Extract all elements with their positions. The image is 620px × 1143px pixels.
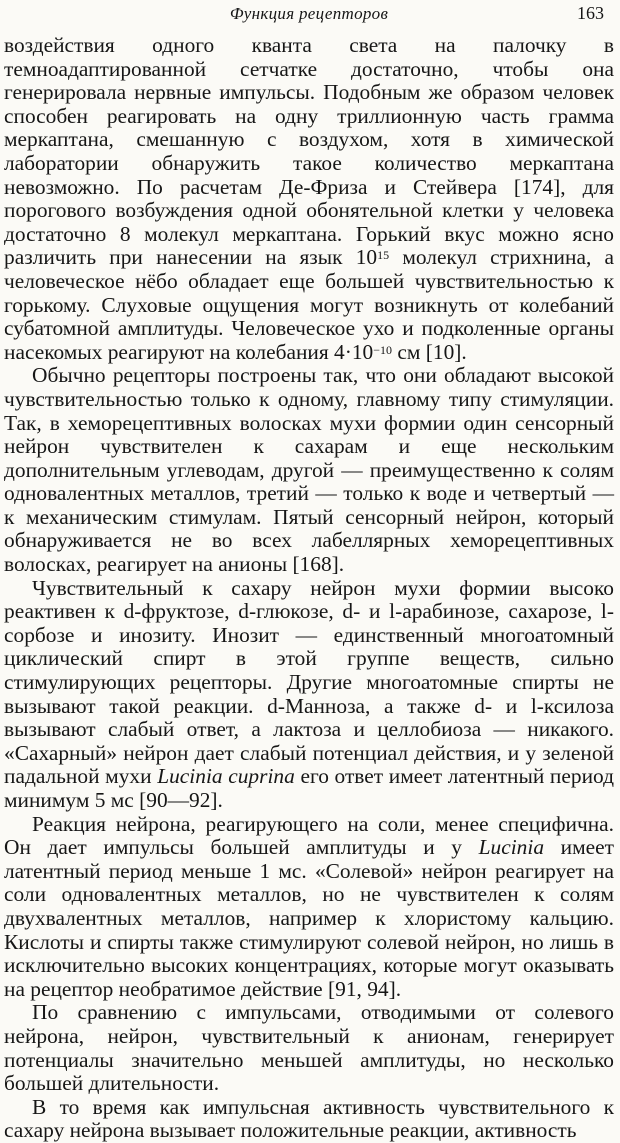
species-name: Lucinia cuprina: [157, 764, 295, 789]
paragraph-text: имеет латентный период меньше 1 мс. «Солевой» нейрон реагирует на соли одновалентных металлов, но не чувствителен к солям двухвалентных металлов, например к хлористому кальцию. Кислоты и спирты также стимулируют солевой нейрон, но лишь в исключительно высоких концентрациях, которые могут оказывать на рецептор необратимое действие [91, 94].: [4, 835, 614, 1001]
superscript-exponent: −10: [373, 342, 393, 357]
paragraph-impulse-activity: В то время как импульсная активность чувствительного к сахару нейрона вызывает положительные реакции, активность: [4, 1094, 614, 1143]
superscript-exponent: 15: [377, 248, 390, 263]
paragraph-continuation: [4, 34, 614, 364]
paragraph-text: Реакция нейрона, реагирующего на соли, менее специфична. Он дает импульсы большей амплитуды и у: [4, 811, 614, 860]
paragraph-text: см [10].: [392, 339, 467, 364]
running-head-title: Функция рецепторов: [229, 4, 389, 23]
paragraph-text: Чувствительный к сахару нейрон мухи формии высоко реактивен к d-фруктозе, d-глюкозе, d- и l-арабинозе, сахарозе, l-сорбозе и инозиту. Инозит — единственный многоатомный циклический спирт в этой группе веществ, сильно стимулирующих рецепторы. Другие многоатомные спирты не вызывают такой реакции. d-Манноза, а также d- и l-ксилоза вызывают слабый ответ, а лактоза и целлобиоза — никакого. «Сахарный» нейрон дает слабый потенциал действия, и у зеленой падальной мухи: [4, 575, 614, 789]
paragraph-text: его ответ имеет латентный период минимум 5 мс [90—92].: [4, 764, 614, 812]
paragraph-text: молекул стрихнина, а человеческое нёбо обладает еще большей чувствительностью к горькому. Слуховые ощущения могут возникнуть от колебаний субатомной амплитуды. Человеческое ухо и подколенные органы насекомых реагируют на колебания 4·10: [4, 245, 614, 364]
paragraph-sugar-neuron: [4, 577, 614, 813]
body-text: [4, 34, 614, 1143]
running-head: [4, 0, 614, 34]
paragraph-text: воздействия одного кванта света на палочку в темноадаптированной сетчатке достаточно, чтобы она генерировала нервные импульсы. Подобным же образом человек способен реагировать на одну триллионную часть грамма меркаптана, смешанную с воздухом, хотя в химической лаборатории обнаружить такое количество меркаптана невозможно. По расчетам Де-Фриза и Стейвера [174], для порогового возбуждения одной обонятельной клетки у человека достаточно 8 молекул меркаптана. Горький вкус можно ясно различить при нанесении на язык 10: [4, 33, 614, 270]
paragraph-receptor-specificity: Обычно рецепторы построены так, что они обладают высокой чувствительностью только к одному, главному типу стимуляции. Так, в хеморецептивных волосках мухи формии один сенсорный нейрон чувствителен к сахарам и еще нескольким дополнительным углеводам, другой — преимущественно к солям одновалентных металлов, третий — только к воде и четвертый — к механическим стимулам. Пятый сенсорный нейрон, который обнаруживается не во всех лабеллярных хеморецептивных волосках, реагирует на анионы [168].: [4, 363, 614, 577]
paragraph-anion-neuron: По сравнению с импульсами, отводимыми от солевого нейрона, нейрон, чувствительный к анионам, генерирует потенциалы значительно меньшей амплитуды, но несколько большей длительности.: [4, 1000, 614, 1096]
paragraph-salt-neuron: [4, 813, 614, 1002]
page-number: 163: [577, 3, 604, 23]
species-name: Lucinia: [478, 835, 545, 860]
